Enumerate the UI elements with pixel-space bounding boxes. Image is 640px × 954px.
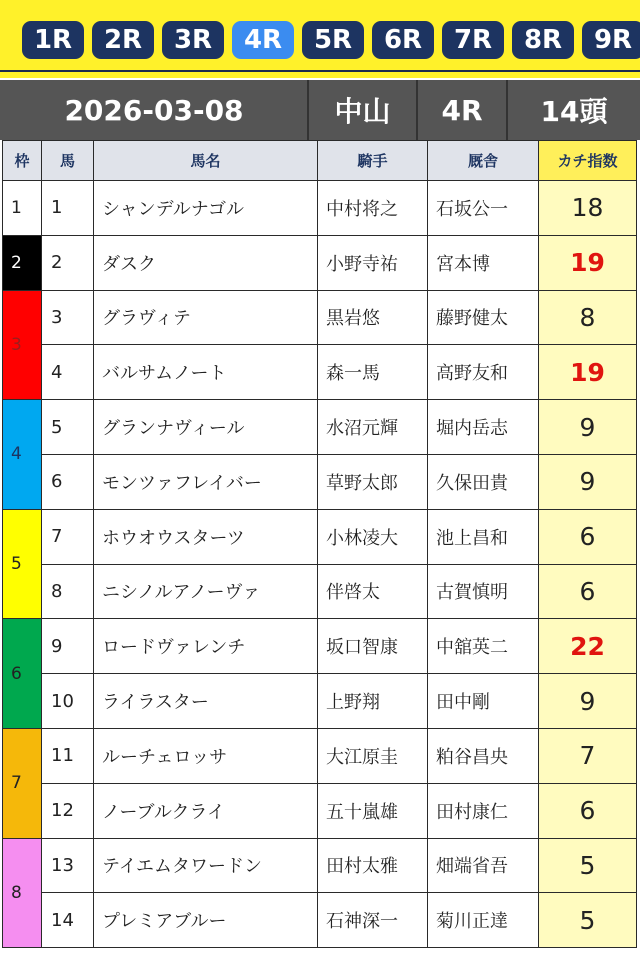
stable-name: 粕谷昌央	[428, 728, 539, 783]
horse-number: 12	[42, 783, 94, 838]
stable-name: 藤野健太	[428, 290, 539, 345]
horse-number: 2	[42, 235, 94, 290]
kachi-score: 19	[539, 235, 637, 290]
tab-bar-divider	[0, 70, 640, 72]
kachi-score: 9	[539, 400, 637, 455]
jockey-name: 石神深一	[318, 893, 428, 948]
col-header-score: カチ指数	[539, 141, 637, 181]
horse-number: 5	[42, 400, 94, 455]
waku-cell: 4	[3, 400, 42, 510]
waku-cell: 7	[3, 728, 42, 838]
kachi-score: 9	[539, 674, 637, 729]
race-tab-7r[interactable]: 7R	[442, 21, 504, 59]
table-row	[3, 345, 637, 400]
horse-number: 7	[42, 509, 94, 564]
kachi-score: 5	[539, 893, 637, 948]
jockey-name: 水沼元輝	[318, 400, 428, 455]
race-tab-8r[interactable]: 8R	[512, 21, 574, 59]
jockey-name: 大江原圭	[318, 728, 428, 783]
jockey-name: 小林凌大	[318, 509, 428, 564]
stable-name: 堀内岳志	[428, 400, 539, 455]
table-row	[3, 564, 637, 619]
race-tab-1r[interactable]: 1R	[22, 21, 84, 59]
race-date: 2026-03-08	[64, 93, 244, 127]
kachi-score: 9	[539, 454, 637, 509]
entry-table	[2, 140, 637, 948]
table-header-row	[3, 141, 637, 181]
horse-name: シャンデルナゴル	[94, 181, 318, 236]
horse-name: ノーブルクライ	[94, 783, 318, 838]
kachi-score: 6	[539, 783, 637, 838]
kachi-score: 8	[539, 290, 637, 345]
stable-name: 池上昌和	[428, 509, 539, 564]
horse-number: 6	[42, 454, 94, 509]
waku-cell: 1	[3, 181, 42, 236]
col-header-waku: 枠	[3, 141, 42, 181]
kachi-score: 5	[539, 838, 637, 893]
waku-cell: 2	[3, 235, 42, 290]
table-row	[3, 619, 637, 674]
col-header-stable: 厩舎	[428, 141, 539, 181]
race-tab-5r[interactable]: 5R	[302, 21, 364, 59]
horse-name: プレミアブルー	[94, 893, 318, 948]
jockey-name: 坂口智康	[318, 619, 428, 674]
horse-number: 14	[42, 893, 94, 948]
kachi-score: 19	[539, 345, 637, 400]
horse-name: モンツァフレイバー	[94, 454, 318, 509]
stable-name: 田村康仁	[428, 783, 539, 838]
race-tab-6r[interactable]: 6R	[372, 21, 434, 59]
col-header-uma: 馬	[42, 141, 94, 181]
stable-name: 石坂公一	[428, 181, 539, 236]
waku-cell: 6	[3, 619, 42, 729]
race-info-header	[0, 80, 640, 140]
stable-name: 田中剛	[428, 674, 539, 729]
horse-name: グラヴィテ	[94, 290, 318, 345]
stable-name: 高野友和	[428, 345, 539, 400]
horse-name: テイエムタワードン	[94, 838, 318, 893]
horse-name: グランナヴィール	[94, 400, 318, 455]
stable-name: 古賀慎明	[428, 564, 539, 619]
col-header-name: 馬名	[94, 141, 318, 181]
horse-number: 3	[42, 290, 94, 345]
race-tab-2r[interactable]: 2R	[92, 21, 154, 59]
horse-name: ルーチェロッサ	[94, 728, 318, 783]
horse-number: 13	[42, 838, 94, 893]
table-row	[3, 728, 637, 783]
race-tab-4r[interactable]: 4R	[232, 21, 294, 59]
stable-name: 宮本博	[428, 235, 539, 290]
kachi-score: 18	[539, 181, 637, 236]
jockey-name: 草野太郎	[318, 454, 428, 509]
table-row	[3, 838, 637, 893]
stable-name: 畑端省吾	[428, 838, 539, 893]
horse-name: ダスク	[94, 235, 318, 290]
table-row	[3, 893, 637, 948]
horse-number: 11	[42, 728, 94, 783]
waku-cell: 5	[3, 509, 42, 619]
jockey-name: 小野寺祐	[318, 235, 428, 290]
jockey-name: 黒岩悠	[318, 290, 428, 345]
horse-number: 1	[42, 181, 94, 236]
race-tab-3r[interactable]: 3R	[162, 21, 224, 59]
jockey-name: 森一馬	[318, 345, 428, 400]
horse-name: ホウオウスターツ	[94, 509, 318, 564]
kachi-score: 7	[539, 728, 637, 783]
jockey-name: 田村太雅	[318, 838, 428, 893]
table-row	[3, 783, 637, 838]
horse-name: ライラスター	[94, 674, 318, 729]
horse-number: 10	[42, 674, 94, 729]
table-row	[3, 454, 637, 509]
kachi-score: 22	[539, 619, 637, 674]
kachi-score: 6	[539, 564, 637, 619]
stable-name: 中舘英二	[428, 619, 539, 674]
jockey-name: 上野翔	[318, 674, 428, 729]
jockey-name: 伴啓太	[318, 564, 428, 619]
kachi-score: 6	[539, 509, 637, 564]
horse-name: バルサムノート	[94, 345, 318, 400]
horse-number: 8	[42, 564, 94, 619]
horse-number: 4	[42, 345, 94, 400]
waku-cell: 3	[3, 290, 42, 400]
race-tab-9r[interactable]: 9R	[582, 21, 640, 59]
table-row	[3, 674, 637, 729]
table-row	[3, 400, 637, 455]
table-row	[3, 235, 637, 290]
col-header-jockey: 騎手	[318, 141, 428, 181]
jockey-name: 中村将之	[318, 181, 428, 236]
runner-count: 14頭	[540, 95, 608, 128]
waku-cell: 8	[3, 838, 42, 948]
stable-name: 菊川正達	[428, 893, 539, 948]
table-row	[3, 290, 637, 345]
table-row	[3, 181, 637, 236]
horse-name: ロードヴァレンチ	[94, 619, 318, 674]
horse-name: ニシノルアノーヴァ	[94, 564, 318, 619]
stable-name: 久保田貴	[428, 454, 539, 509]
race-venue: 中山	[334, 95, 391, 128]
horse-number: 9	[42, 619, 94, 674]
race-tab-bar	[0, 0, 640, 78]
table-row	[3, 509, 637, 564]
race-number: 4R	[441, 93, 483, 127]
jockey-name: 五十嵐雄	[318, 783, 428, 838]
